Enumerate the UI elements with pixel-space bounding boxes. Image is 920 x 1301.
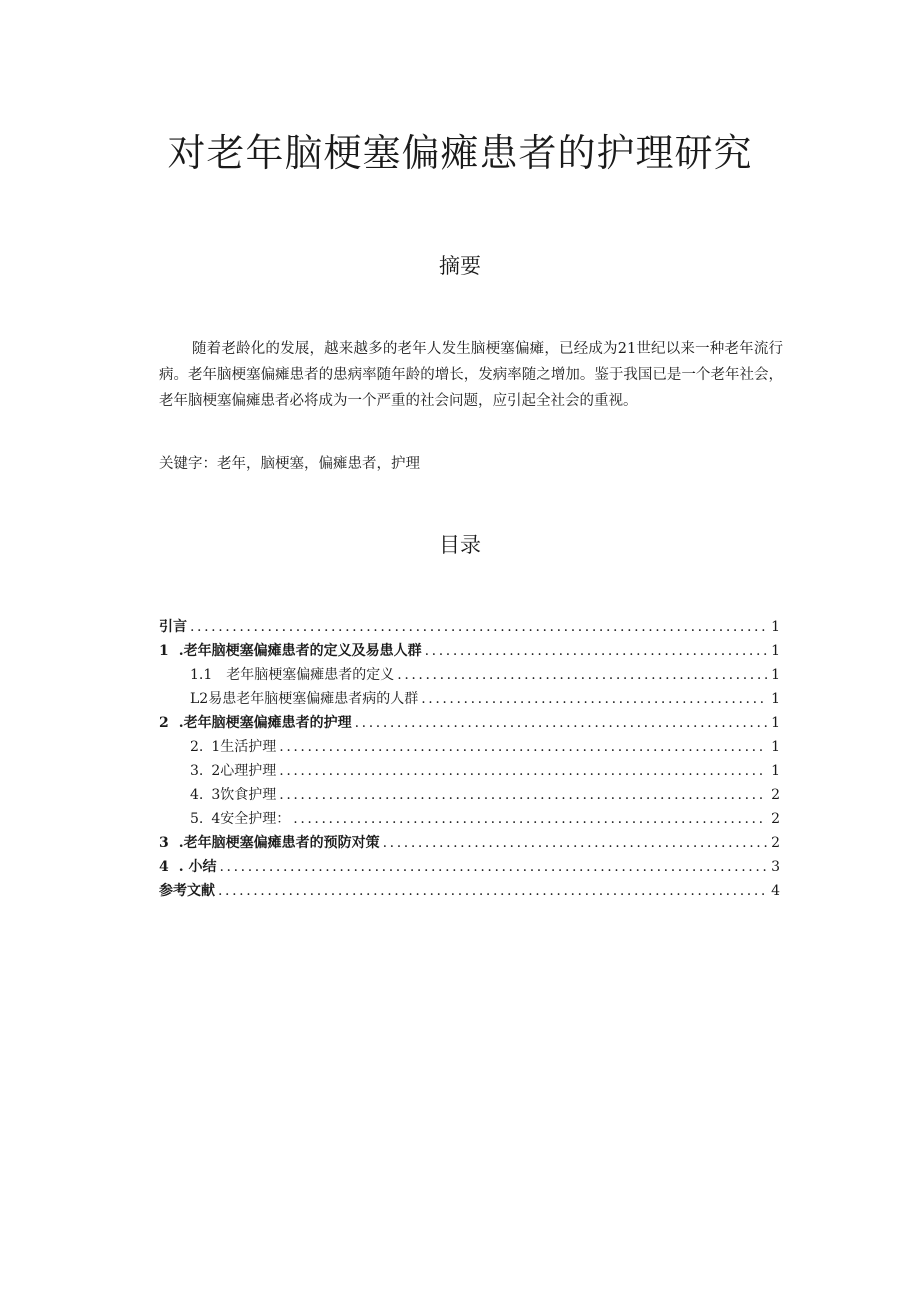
toc-entry-introduction[interactable] bbox=[159, 615, 780, 639]
toc-entry-section-2-2[interactable] bbox=[159, 759, 780, 783]
toc-entry-number: 4 bbox=[159, 859, 169, 875]
keywords-line: 关键字：老年，脑梗塞，偏瘫患者，护理 bbox=[159, 456, 420, 472]
toc-leader-dots bbox=[421, 687, 767, 711]
toc-page-number: 3 bbox=[771, 859, 780, 875]
toc-page-number: 1 bbox=[771, 619, 780, 635]
toc-entry-number: 3. bbox=[190, 763, 204, 779]
toc-entry-label: 1生活护理 bbox=[211, 739, 277, 755]
toc-page-number: 1 bbox=[771, 715, 780, 731]
toc-entry-number: 3 bbox=[159, 835, 169, 851]
toc-entry-section-1-1[interactable] bbox=[159, 663, 780, 687]
toc-entry-label: 2心理护理 bbox=[211, 763, 277, 779]
toc-entry-references[interactable] bbox=[159, 879, 780, 903]
toc-entry-label: 老年脑梗塞偏瘫患者的定义 bbox=[226, 667, 395, 683]
table-of-contents bbox=[159, 615, 780, 903]
toc-page-number: 1 bbox=[771, 739, 780, 755]
toc-leader-dots bbox=[279, 783, 767, 807]
toc-leader-dots bbox=[279, 735, 767, 759]
toc-leader-dots bbox=[383, 831, 767, 855]
toc-leader-dots bbox=[425, 639, 767, 663]
abstract-heading: 摘要 bbox=[439, 254, 481, 278]
toc-entry-number: 1 bbox=[159, 643, 169, 659]
toc-heading: 目录 bbox=[439, 533, 481, 557]
toc-entry-chapter-2[interactable] bbox=[159, 711, 780, 735]
document-title: 对老年脑梗塞偏瘫患者的护理研究 bbox=[167, 131, 753, 175]
toc-entry-chapter-3[interactable] bbox=[159, 831, 780, 855]
toc-leader-dots bbox=[397, 663, 767, 687]
toc-entry-label: . 小结 bbox=[178, 859, 217, 875]
toc-entry-number: 2. bbox=[190, 739, 204, 755]
toc-page-number: 2 bbox=[771, 811, 780, 827]
toc-entry-label: 3饮食护理 bbox=[211, 787, 277, 803]
toc-entry-chapter-1[interactable] bbox=[159, 639, 780, 663]
toc-entry-number: 4. bbox=[190, 787, 204, 803]
toc-leader-dots bbox=[355, 711, 767, 735]
toc-entry-section-2-1[interactable] bbox=[159, 735, 780, 759]
toc-entry-label: 引言 bbox=[159, 619, 187, 635]
toc-entry-section-1-2[interactable] bbox=[159, 687, 780, 711]
toc-entry-label: 参考文献 bbox=[159, 883, 215, 899]
toc-entry-label: .老年脑梗塞偏瘫患者的定义及易患人群 bbox=[178, 643, 422, 659]
toc-entry-label: .老年脑梗塞偏瘫患者的护理 bbox=[178, 715, 352, 731]
toc-page-number: 2 bbox=[771, 787, 780, 803]
toc-entry-label: .老年脑梗塞偏瘫患者的预防对策 bbox=[178, 835, 380, 851]
toc-page-number: 1 bbox=[771, 667, 780, 683]
toc-page-number: 1 bbox=[771, 691, 780, 707]
toc-entry-section-2-3[interactable] bbox=[159, 783, 780, 807]
toc-leader-dots bbox=[220, 855, 768, 879]
toc-page-number: 2 bbox=[771, 835, 780, 851]
abstract-body: 随着老龄化的发展，越来越多的老年人发生脑梗塞偏瘫，已经成为21世纪以来一种老年流行病。老年脑梗塞偏瘫患者的患病率随年龄的增长，发病率随之增加。鉴于我国已是一个老年社会，老年脑梗塞偏瘫患者必将成为一个严重的社会问题，应引起全社会的重视。 bbox=[159, 341, 783, 409]
toc-leader-dots bbox=[293, 807, 767, 831]
toc-entry-number: 2 bbox=[159, 715, 169, 731]
toc-page-number: 1 bbox=[771, 643, 780, 659]
toc-leader-dots bbox=[279, 759, 767, 783]
toc-entry-label: L2易患老年脑梗塞偏瘫患者病的人群 bbox=[190, 691, 419, 707]
toc-entry-label: 4安全护理： bbox=[211, 811, 291, 827]
toc-leader-dots bbox=[190, 615, 767, 639]
toc-page-number: 4 bbox=[771, 883, 780, 899]
toc-entry-number: 5. bbox=[190, 811, 204, 827]
toc-entry-number: 1.1 bbox=[190, 667, 213, 683]
toc-entry-chapter-4[interactable] bbox=[159, 855, 780, 879]
toc-page-number: 1 bbox=[771, 763, 780, 779]
toc-entry-section-2-4[interactable] bbox=[159, 807, 780, 831]
toc-leader-dots bbox=[218, 879, 767, 903]
